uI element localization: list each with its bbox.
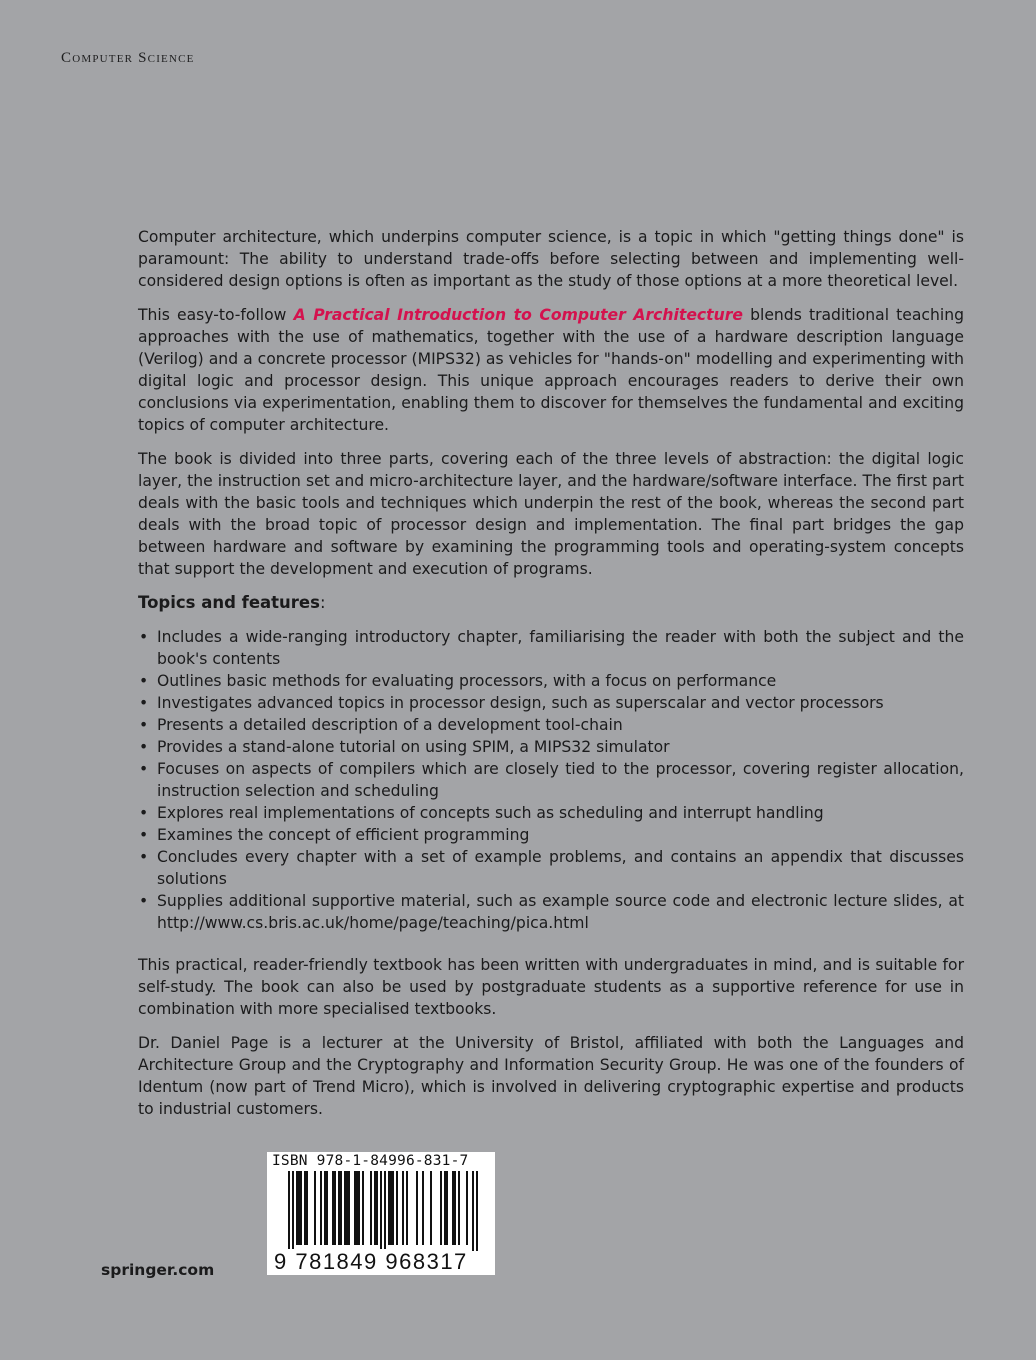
barcode-bar [334, 1171, 336, 1245]
author-paragraph: Dr. Daniel Page is a lecturer at the University of Bristol, affiliated with both the Languages and Architecture Group and the Cryptography and Information Security Group. He was one of the founders of Identum (now part of Trend Micro), which is involved in delivering cryptographic expertise and products to industrial customers. [138, 1034, 964, 1118]
list-item: • Explores real implementations of concepts such as scheduling and interrupt handling [138, 802, 964, 824]
barcode-number: 9 781849 968317 [274, 1249, 468, 1274]
description-prefix: This easy-to-follow [138, 306, 294, 324]
barcode-bar [332, 1171, 334, 1245]
list-item: • Examines the concept of efficient programming [138, 824, 964, 846]
barcode-bar [344, 1171, 346, 1245]
barcode-bar [358, 1171, 360, 1245]
list-item: • Concludes every chapter with a set of example problems, and contains an appendix that discusses solutions [138, 846, 964, 890]
barcode-bar [346, 1171, 348, 1245]
barcode-bar [422, 1171, 424, 1245]
barcode-bar [354, 1171, 356, 1245]
list-item: • Includes a wide-ranging introductory chapter, familiarising the reader with both the subject and the book's contents [138, 626, 964, 670]
barcode-bar [446, 1171, 448, 1245]
barcode [267, 1152, 495, 1275]
barcode-bar [380, 1171, 382, 1251]
barcode-bar [390, 1171, 392, 1245]
audience-paragraph: This practical, reader-friendly textbook has been written with undergraduates in mind, and is suitable for self-study. The book can also be used by postgraduate students as a supportive reference for use in combination with more specialised textbooks. [138, 956, 964, 1018]
barcode-bar [402, 1171, 404, 1245]
list-item: • Focuses on aspects of compilers which are closely tied to the processor, covering register allocation, instruction selection and scheduling [138, 758, 964, 802]
barcode-bar [362, 1171, 364, 1245]
barcode-bar [476, 1171, 478, 1251]
publisher-url: springer.com [101, 1261, 215, 1279]
category-label: Computer Science [61, 50, 195, 66]
barcode-bar [430, 1171, 432, 1245]
back-cover-text [138, 226, 964, 1132]
barcode-bar [440, 1171, 442, 1245]
topics-heading-label: Topics and features [138, 593, 320, 612]
topics-heading [138, 592, 964, 614]
barcode-bar [288, 1171, 290, 1251]
barcode-bar [298, 1171, 300, 1245]
intro-paragraph: Computer architecture, which underpins computer science, is a topic in which "getting things done" is paramount: The ability to understand trade-offs before selecting between and implementing well-considered design options is often as important as the study of those options at a more theoretical level. [138, 228, 964, 290]
barcode-bar [396, 1171, 398, 1245]
barcode-bar [392, 1171, 394, 1245]
barcode-bar [370, 1171, 372, 1245]
barcode-bar [466, 1171, 468, 1245]
barcode-bar [292, 1171, 294, 1251]
barcode-bar [326, 1171, 328, 1245]
barcode-bar [320, 1171, 322, 1245]
barcode-bar [348, 1171, 350, 1245]
barcode-bar [416, 1171, 418, 1245]
isbn-label: ISBN 978-1-84996-831-7 [272, 1153, 469, 1169]
barcode-bar [324, 1171, 326, 1245]
features-list [138, 626, 964, 934]
description-suffix: blends traditional teaching approaches with the use of mathematics, together with the use of a hardware description language (Verilog) and a concrete processor (MIPS32) as vehicles for "hands-on" modelling and experimenting with digital logic and processor design. This unique approach encourages readers to derive their own conclusions via experimentation, enabling them to discover for themselves the fundamental and exciting topics of computer architecture. [138, 306, 965, 434]
barcode-bar [444, 1171, 446, 1245]
barcode-bar [472, 1171, 474, 1251]
list-item: • Investigates advanced topics in processor design, such as superscalar and vector processors [138, 692, 964, 714]
barcode-bar [314, 1171, 316, 1245]
structure-paragraph: The book is divided into three parts, covering each of the three levels of abstraction: the digital logic layer, the instruction set and micro-architecture layer, and the hardware/software interface. The first part deals with the basic tools and techniques which underpin the rest of the book, whereas the second part deals with the broad topic of processor design and implementation. The final part bridges the gap between hardware and software by examining the programming tools and operating-system concepts that support the development and execution of programs. [138, 450, 964, 578]
barcode-bar [452, 1171, 454, 1245]
barcode-bar [340, 1171, 342, 1245]
book-title: A Practical Introduction to Computer Architecture [293, 306, 743, 324]
list-item: • Supplies additional supportive material, such as example source code and electronic lecture slides, at http://www.cs.bris.ac.uk/home/page/teaching/pica.html [138, 890, 964, 934]
barcode-bar [374, 1171, 376, 1245]
barcode-bar [306, 1171, 308, 1245]
barcode-bar [454, 1171, 456, 1245]
list-item: • Presents a detailed description of a development tool-chain [138, 714, 964, 736]
barcode-bar [406, 1171, 408, 1245]
barcode-bar [356, 1171, 358, 1245]
barcode-bar [296, 1171, 298, 1245]
barcode-bar [458, 1171, 460, 1245]
list-item: • Provides a stand-alone tutorial on using SPIM, a MIPS32 simulator [138, 736, 964, 758]
barcode-bars [270, 1171, 492, 1251]
barcode-bar [300, 1171, 302, 1245]
barcode-bar [384, 1171, 386, 1251]
barcode-bar [376, 1171, 378, 1245]
list-item: • Outlines basic methods for evaluating processors, with a focus on performance [138, 670, 964, 692]
barcode-bar [338, 1171, 340, 1245]
barcode-bar [388, 1171, 390, 1245]
description-paragraph [138, 304, 964, 436]
barcode-bar [304, 1171, 306, 1245]
topics-heading-colon: : [319, 593, 326, 612]
